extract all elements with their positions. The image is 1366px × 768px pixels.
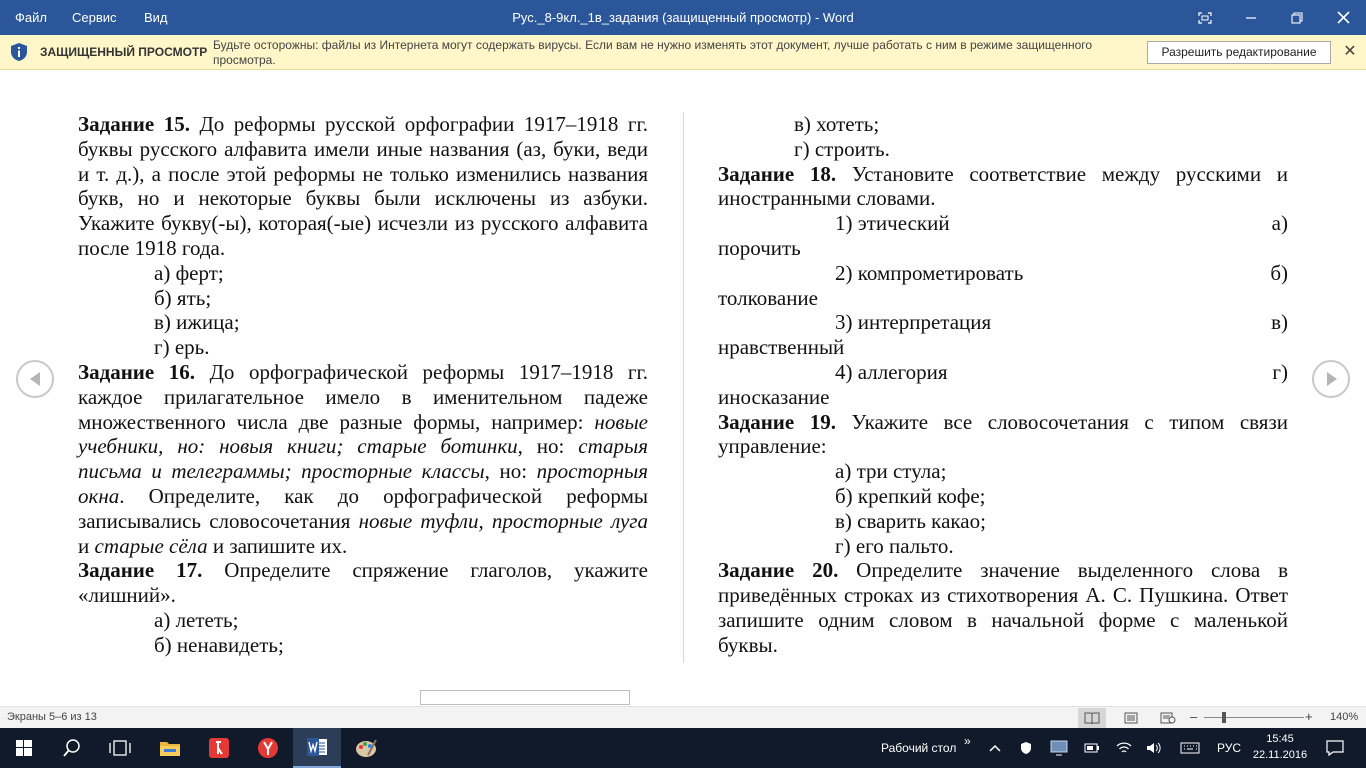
task-16: [78, 360, 648, 558]
task-19-option: а) три стула;: [835, 459, 947, 484]
shield-icon: [1020, 741, 1032, 755]
left-column: [78, 112, 648, 658]
search-button[interactable]: [48, 728, 96, 768]
minimize-icon: [1245, 12, 1257, 24]
chevron-up-icon: [989, 744, 1001, 752]
task-18-heading: Задание 18.: [718, 161, 837, 186]
task-16-text: . Определите, как до орфографической реформы записывались словосочетания: [78, 483, 648, 533]
task-15-option: б) ять;: [154, 285, 212, 310]
task-17-option: в) хотеть;: [794, 112, 880, 136]
task-view-button[interactable]: [96, 728, 144, 768]
task-18-pair: [718, 310, 1288, 335]
speaker-icon: [1146, 741, 1162, 755]
title-bar: [0, 0, 1366, 35]
status-bar: [0, 706, 1366, 728]
protected-view-title: ЗАЩИЩЕННЫЙ ПРОСМОТР: [40, 45, 208, 59]
task-19-text: Укажите все словосочетания с типом связи управление:: [718, 409, 1289, 459]
clock-date: 22.11.2016: [1252, 749, 1308, 761]
task-15-option: а) ферт;: [154, 260, 224, 285]
web-layout-button[interactable]: [1154, 708, 1182, 728]
pair-right-word: толкование: [718, 285, 818, 310]
task-20-heading: Задание 20.: [718, 558, 839, 583]
task-19-option: г) его пальто.: [835, 533, 954, 558]
zoom-slider-thumb[interactable]: [1222, 712, 1226, 723]
word-icon: [306, 737, 328, 757]
protected-view-bar: [0, 35, 1366, 70]
task-16-example: просторныя окна: [78, 459, 648, 508]
tray-battery[interactable]: [1080, 728, 1104, 768]
toolbar-chevron-icon[interactable]: »: [964, 734, 971, 748]
right-column: [718, 112, 1288, 658]
task-18-pair: [718, 261, 1288, 286]
fullscreen-button[interactable]: [1182, 0, 1228, 35]
task-17: [78, 558, 648, 608]
menu-file[interactable]: Файл: [15, 10, 47, 25]
folder-icon: [159, 739, 181, 757]
pair-right-letter: б): [1270, 260, 1288, 285]
desktop-toolbar-label[interactable]: Рабочий стол: [881, 741, 957, 755]
task-19: [718, 410, 1288, 460]
wifi-icon: [1116, 741, 1132, 755]
read-mode-button[interactable]: [1078, 708, 1106, 728]
tray-touch-keyboard[interactable]: [1176, 728, 1204, 768]
taskbar-yandex-browser[interactable]: [195, 728, 243, 768]
task-18-pair: [718, 211, 1288, 236]
fullscreen-icon: [1198, 12, 1212, 24]
task-19-option: б) крепкий кофе;: [835, 483, 986, 508]
task-19-heading: Задание 19.: [718, 409, 837, 434]
shield-info-icon: [9, 42, 29, 62]
monitor-icon: [1050, 740, 1068, 756]
horizontal-scrollbar[interactable]: [420, 690, 630, 705]
protected-view-message: Будьте осторожны: файлы из Интернета могут содержать вирусы. Если вам не нужно изменять этот документ, лучше работать с ним в режиме защищенного просмотра.: [213, 38, 1093, 67]
tray-security[interactable]: [1014, 728, 1038, 768]
pair-right-letter: а): [1271, 211, 1288, 236]
pair-left: 1) этический: [835, 211, 950, 236]
restore-icon: [1291, 12, 1303, 24]
task-18-pair: [718, 360, 1288, 385]
taskbar-explorer[interactable]: [146, 728, 194, 768]
zoom-slider[interactable]: [1204, 717, 1304, 718]
pair-right-letter: в): [1271, 310, 1288, 335]
task-17-option: а) лететь;: [154, 607, 239, 632]
notification-icon: [1326, 740, 1344, 756]
clock-time: 15:45: [1266, 733, 1294, 745]
next-screen-button[interactable]: [1312, 360, 1350, 398]
print-layout-button[interactable]: [1117, 708, 1145, 728]
enable-editing-button[interactable]: Разрешить редактирование: [1147, 41, 1331, 64]
book-icon: [1084, 712, 1100, 724]
task-17-text: Определите спряжение глаголов, укажите «лишний».: [78, 558, 648, 608]
minimize-button[interactable]: [1228, 0, 1274, 35]
task-16-heading: Задание 16.: [78, 359, 196, 384]
window-title: Рус._8-9кл._1в_задания (защищенный просмотр) - Word: [512, 10, 854, 25]
task-15-heading: Задание 15.: [78, 112, 190, 136]
windows-logo-icon: [16, 740, 32, 756]
triangle-right-icon: [1324, 371, 1338, 387]
start-button[interactable]: [0, 728, 48, 768]
task-16-text: До орфографической реформы 1917–1918 гг. каждое прилагательное имело в именительном падеже множественного числа две разные формы, например:: [78, 359, 649, 434]
pair-left: 2) компрометировать: [835, 260, 1024, 285]
zoom-in-button[interactable]: +: [1305, 709, 1313, 724]
task-18-text: Установите соответствие между русскими и иностранными словами.: [718, 161, 1288, 211]
task-19-option: в) сварить какао;: [835, 508, 986, 533]
pair-left: 3) интерпретация: [835, 310, 992, 335]
pair-right-word: порочить: [718, 235, 801, 260]
restore-button[interactable]: [1274, 0, 1320, 35]
keyboard-icon: [1180, 742, 1200, 754]
tray-app[interactable]: [1046, 728, 1072, 768]
task-20: [718, 558, 1288, 657]
task-15-option: в) ижица;: [154, 310, 240, 335]
language-indicator[interactable]: РУС: [1217, 741, 1242, 755]
task-16-text: и: [78, 533, 95, 558]
task-16-text: , но:: [484, 459, 537, 484]
yandex-browser-icon: [208, 737, 230, 759]
column-divider: [683, 112, 684, 663]
task-17-option: г) строить.: [794, 136, 890, 161]
task-17-option: б) ненавидеть;: [154, 632, 284, 657]
task-16-text: и запишите их.: [207, 533, 348, 558]
task-16-example: старые сёла: [94, 533, 208, 558]
task-view-icon: [109, 740, 131, 756]
tray-volume[interactable]: [1142, 728, 1166, 768]
task-15-option: г) ерь.: [154, 335, 210, 360]
task-17-heading: Задание 17.: [78, 558, 203, 583]
previous-screen-button[interactable]: [16, 360, 54, 398]
taskbar: [0, 728, 1366, 768]
task-16-example: старыя письма и телеграммы; просторные классы: [78, 434, 648, 484]
yandex-icon: [257, 737, 279, 759]
task-15-text: До реформы русской орфографии 1917–1918 гг. буквы русского алфавита имели иные названия (аз, буки, веди и т. д.), а после этой реформы не только изменились названия букв, но и некоторые буквы были исключены из азбуки. Укажите букву(-ы), которая(-ые) исчезли из русского алфавита после 1918 года.: [78, 112, 649, 260]
taskbar-word[interactable]: [293, 728, 341, 768]
action-center-button[interactable]: [1320, 728, 1350, 768]
task-20-text: Определите значение выделенного слова в приведённых строках из стихотворения А. С. Пушкина. Ответ запишите одним словом в начальной форме с маленькой буквы.: [718, 558, 1288, 657]
task-16-text: , но:: [517, 434, 579, 459]
close-icon[interactable]: ✕: [1343, 43, 1357, 60]
pair-left: 4) аллегория: [835, 359, 948, 384]
document-area: [0, 70, 1366, 690]
close-icon: [1337, 11, 1350, 24]
menu-view[interactable]: Вид: [144, 10, 168, 25]
close-button[interactable]: [1320, 0, 1366, 35]
clock[interactable]: [1250, 731, 1310, 763]
page-icon: [1124, 712, 1138, 724]
battery-icon: [1084, 742, 1100, 754]
task-16-example: новые учебники, но: новыя книги; старые ботинки: [78, 409, 648, 459]
taskbar-paint[interactable]: [342, 728, 390, 768]
tray-network[interactable]: [1112, 728, 1136, 768]
pair-right-word: иносказание: [718, 384, 830, 409]
menu-service[interactable]: Сервис: [72, 10, 117, 25]
show-hidden-icons-button[interactable]: [983, 728, 1007, 768]
taskbar-yandex[interactable]: [244, 728, 292, 768]
task-18: [718, 162, 1288, 212]
search-icon: [63, 739, 81, 757]
page-counter: Экраны 5–6 из 13: [7, 711, 97, 723]
paint-palette-icon: [355, 738, 377, 758]
pair-right-word: нравственный: [718, 335, 845, 360]
zoom-level[interactable]: 140%: [1330, 711, 1359, 723]
zoom-out-button[interactable]: –: [1190, 709, 1198, 724]
pair-right-letter: г): [1272, 359, 1288, 384]
web-page-icon: [1160, 712, 1176, 724]
task-15: [78, 112, 648, 261]
task-16-example: новые туфли, просторные луга: [358, 508, 648, 533]
triangle-left-icon: [28, 371, 42, 387]
